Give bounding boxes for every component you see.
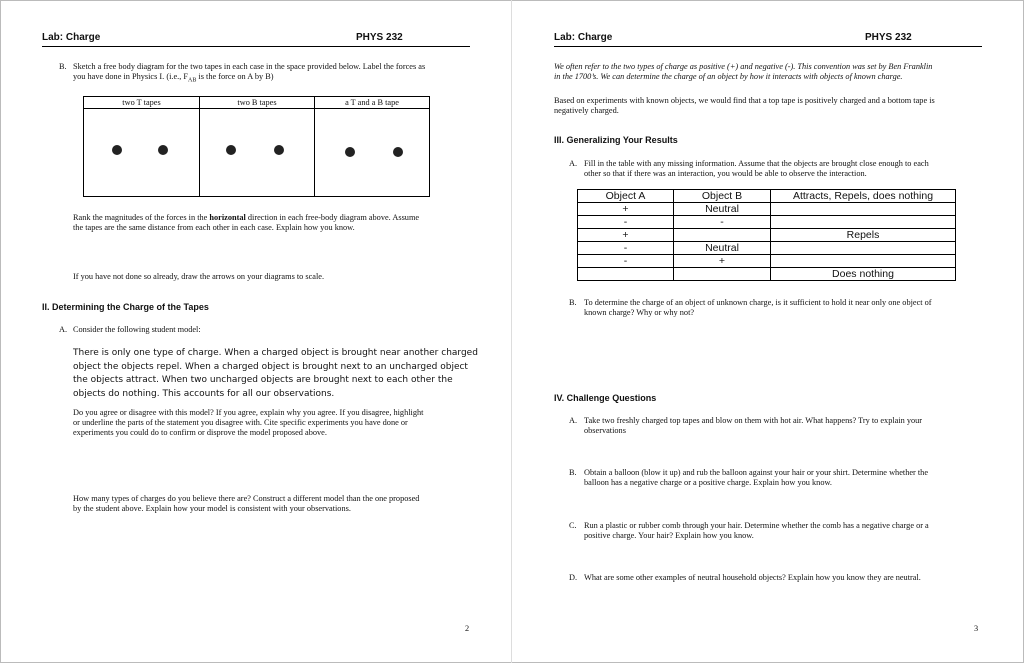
challenge-a-letter: A. (569, 416, 578, 425)
page-number: 2 (465, 624, 470, 633)
fbd-box-two-t-tapes (84, 97, 200, 196)
table-header-row (578, 190, 956, 203)
column-header: Attracts, Repels, does nothing (771, 190, 956, 203)
table-cell: Does nothing (771, 268, 956, 281)
table-row (578, 216, 956, 229)
table-cell: - (578, 242, 674, 255)
table-cell: Repels (771, 229, 956, 242)
table-row (578, 203, 956, 216)
item-b-letter: B. (59, 62, 67, 71)
page-header (42, 32, 470, 47)
table-cell: Neutral (674, 203, 771, 216)
page-number: 3 (974, 624, 979, 633)
free-body-diagram-grid (83, 96, 430, 197)
challenge-b-text: Obtain a balloon (blow it up) and rub the balloon against your hair or your shirt. Determine whether the balloon has a negative charge or a positive charge. Explain how you know. (584, 468, 929, 487)
table-cell-answer[interactable] (578, 268, 674, 281)
item-b-text: Sketch a free body diagram for the two tapes in each case in the space provided below. Label the forces as you have done in Physics I. (i.e., $F_{AB}$ is the force on A by B) (73, 62, 426, 84)
tape-dot (393, 147, 403, 157)
table-cell: + (578, 203, 674, 216)
table-cell-answer[interactable] (674, 229, 771, 242)
header-course: PHYS 232 (865, 32, 912, 43)
table-cell: Neutral (674, 242, 771, 255)
table-cell-answer[interactable] (771, 255, 956, 268)
item-b-letter: B. (569, 298, 577, 307)
item-a-letter: A. (569, 159, 578, 168)
challenge-b-letter: B. (569, 468, 577, 477)
challenge-c-text: Run a plastic or rubber comb through your hair. Determine whether the comb has a negative charge or a positive charge. Your hair? Explain how you know. (584, 521, 929, 540)
item-a-text: Fill in the table with any missing information. Assume that the objects are brought close enough to each other so that if there was an interaction, you would be able to observe the interaction. (584, 159, 929, 178)
section-2-title: II. Determining the Charge of the Tapes (42, 302, 209, 312)
challenge-d-text: What are some other examples of neutral household objects? Explain how you know they are neutral. (584, 573, 921, 582)
tape-dot (345, 147, 355, 157)
tape-dot (112, 145, 122, 155)
agree-question: Do you agree or disagree with this model? If you agree, explain why you agree. If you disagree, highlight or underline the parts of the statement you disagree with. Cite specific experiments you have done or experiments you could do to confirm or disprove the model proposed above. (73, 408, 424, 437)
header-lab-title: Lab: Charge (554, 32, 613, 43)
challenge-c-letter: C. (569, 521, 577, 530)
table-row (578, 242, 956, 255)
column-header: Object A (578, 190, 674, 203)
student-model-text: There is only one type of charge. When a charged object is brought near another charged object the objects repel. When a charged object is brought next to an uncharged object the objects attract. When two uncharged objects are brought next to each other the objects do nothing. This accounts for all our observations. (73, 348, 478, 399)
item-b-text: To determine the charge of an object of unknown charge, is it sufficient to hold it near only one object of known charge? Why or why not? (584, 298, 932, 317)
page-3 (512, 0, 1024, 663)
table-row (578, 268, 956, 281)
types-of-charge-question: How many types of charges do you believe there are? Construct a different model than the one proposed by the student above. Explain how your model is consistent with your observations. (73, 494, 420, 513)
item-a-letter: A. (59, 325, 68, 334)
tape-dot (226, 145, 236, 155)
tape-dot (158, 145, 168, 155)
fbd-box-label: a T and a B tape (315, 97, 429, 109)
table-cell: + (674, 255, 771, 268)
header-course: PHYS 232 (356, 32, 403, 43)
table-cell-answer[interactable] (771, 216, 956, 229)
table-cell: - (578, 255, 674, 268)
page-header (554, 32, 982, 47)
fbd-box-two-b-tapes (200, 97, 315, 196)
challenge-a-text: Take two freshly charged top tapes and blow on them with hot air. What happens? Try to explain your observations (584, 416, 923, 435)
table-cell-answer[interactable] (771, 203, 956, 216)
interaction-table (577, 189, 956, 281)
table-cell: + (578, 229, 674, 242)
charge-convention-intro: We often refer to the two types of charge as positive (+) and negative (-). This convention was set by Ben Franklin in the 1700’s. We can determine the charge of an object by how it interacts with objects of known charge. (554, 62, 933, 81)
fbd-box-label: two B tapes (200, 97, 314, 109)
tape-dot (274, 145, 284, 155)
table-row (578, 229, 956, 242)
item-a-text: Consider the following student model: (73, 325, 201, 334)
column-header: Object B (674, 190, 771, 203)
draw-to-scale-note: If you have not done so already, draw the arrows on your diagrams to scale. (73, 272, 325, 281)
table-cell: - (578, 216, 674, 229)
fbd-box-t-and-b-tape (315, 97, 429, 196)
table-cell: - (674, 216, 771, 229)
table-cell-answer[interactable] (771, 242, 956, 255)
fbd-box-label: two T tapes (84, 97, 199, 109)
section-4-title: IV. Challenge Questions (554, 393, 657, 403)
known-charges-statement: Based on experiments with known objects, we would find that a top tape is positively charged and a bottom tape is negatively charged. (554, 96, 935, 115)
challenge-d-letter: D. (569, 573, 578, 582)
section-3-title: III. Generalizing Your Results (554, 135, 678, 145)
table-row (578, 255, 956, 268)
table-cell-answer[interactable] (674, 268, 771, 281)
header-lab-title: Lab: Charge (42, 32, 101, 43)
rank-question: Rank the magnitudes of the forces in the horizontal direction in each free-body diagram above. Assume the tapes are the same distance from each other in each case. Explain how you know. (73, 213, 420, 232)
